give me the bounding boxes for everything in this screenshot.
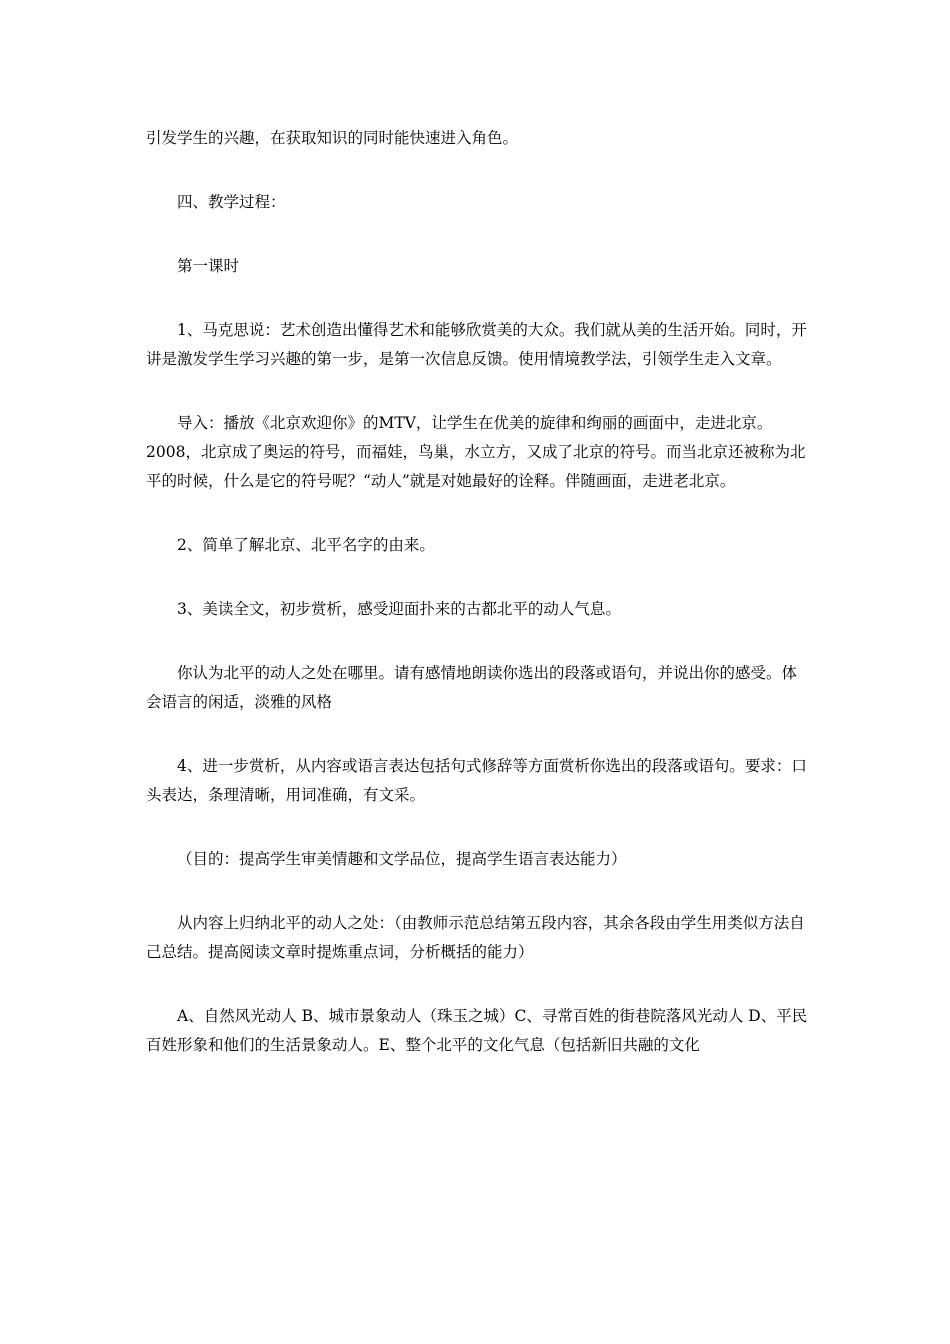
- paragraph-list-a-e: A、自然风光动人 B、城市景象动人（珠玉之城）C、寻常百姓的街巷院落风光动人 D、平民百姓形象和他们的生活景象动人。E、整个北平的文化气息（包括新旧共融的文化: [146, 1007, 808, 1054]
- section-heading-teaching-process: 四、教学过程：: [177, 193, 286, 211]
- paragraph-intro-continuation: 引发学生的兴趣，在获取知识的同时能快速进入角色。: [146, 129, 519, 147]
- paragraph-lead-in: 导入：播放《北京欢迎你》的MTV，让学生在优美的旋律和绚丽的画面中，走进北京。2008，北京成了奥运的符号，而福娃，鸟巢，水立方，又成了北京的符号。而当北京还被称为北平的时候，什么是它的符号呢？“动人”就是对她最好的诠释。伴随画面，走进老北京。: [146, 414, 806, 490]
- paragraph-step-4: 4、进一步赏析，从内容或语言表达包括句式修辞等方面赏析你选出的段落或语句。要求：口头表达，条理清晰，用词准确，有文采。: [146, 757, 807, 804]
- paragraph-step-2: 2、简单了解北京、北平名字的由来。: [177, 536, 435, 554]
- paragraph-step-3: 3、美读全文，初步赏析，感受迎面扑来的古都北平的动人气息。: [177, 600, 621, 618]
- document-body: [146, 124, 811, 1095]
- paragraph-summary: 从内容上归纳北平的动人之处：（由教师示范总结第五段内容，其余各段由学生用类似方法自己总结。提高阅读文章时提炼重点词，分析概括的能力）: [146, 914, 805, 961]
- paragraph-purpose: （目的：提高学生审美情趣和文学品位，提高学生语言表达能力）: [177, 850, 627, 868]
- paragraph-question: 你认为北平的动人之处在哪里。请有感情地朗读你选出的段落或语句，并说出你的感受。体会语言的闲适，淡雅的风格: [146, 664, 798, 711]
- paragraph-step-1: 1、马克思说：艺术创造出懂得艺术和能够欣赏美的大众。我们就从美的生活开始。同时，开讲是激发学生学习兴趣的第一步，是第一次信息反馈。使用情境教学法，引领学生走入文章。: [146, 321, 807, 368]
- lesson-heading-first-period: 第一课时: [177, 257, 240, 275]
